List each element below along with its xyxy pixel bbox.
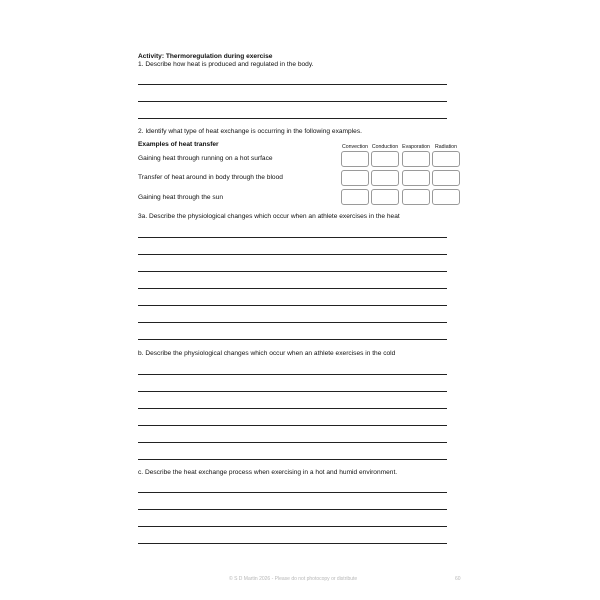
answer-line (138, 374, 447, 375)
answer-box-row3-convection[interactable] (341, 189, 369, 205)
answer-box-row3-radiation[interactable] (432, 189, 460, 205)
question-3b: b. Describe the physiological changes which occur when an athlete exercises in the cold (138, 350, 396, 357)
answer-line (138, 101, 447, 102)
table-row-label: Gaining heat through the sun (138, 194, 224, 201)
question-3c: c. Describe the heat exchange process when exercising in a hot and humid environment. (138, 469, 398, 476)
answer-box-row1-radiation[interactable] (432, 151, 460, 167)
column-header-conduction: Conduction (371, 144, 399, 150)
page-number: 60 (455, 576, 461, 582)
answer-line (138, 237, 447, 238)
column-header-radiation: Radiation (435, 144, 457, 150)
column-header-convection: Convection (342, 144, 368, 150)
answer-line (138, 543, 447, 544)
answer-line (138, 408, 447, 409)
footer-copyright: © S D Martin 2026 - Please do not photocopy or distribute (229, 576, 358, 582)
answer-box-row2-convection[interactable] (341, 170, 369, 186)
question-3a: 3a. Describe the physiological changes which occur when an athlete exercises in the heat (138, 213, 400, 220)
answer-line (138, 391, 447, 392)
answer-box-row1-convection[interactable] (341, 151, 369, 167)
answer-line (138, 118, 447, 119)
answer-line (138, 339, 447, 340)
answer-line (138, 442, 447, 443)
answer-box-row2-radiation[interactable] (432, 170, 460, 186)
answer-box-row2-evaporation[interactable] (402, 170, 430, 186)
answer-line (138, 305, 447, 306)
answer-box-row2-conduction[interactable] (371, 170, 399, 186)
column-header-evaporation: Evaporation (402, 144, 430, 150)
answer-line (138, 492, 447, 493)
answer-line (138, 254, 447, 255)
answer-line (138, 509, 447, 510)
table-row-label: Gaining heat through running on a hot surface (138, 155, 273, 162)
answer-box-row1-evaporation[interactable] (402, 151, 430, 167)
activity-title: Activity: Thermoregulation during exercise (138, 53, 273, 60)
answer-line (138, 84, 447, 85)
answer-box-row3-conduction[interactable] (371, 189, 399, 205)
answer-line (138, 271, 447, 272)
table-heading: Examples of heat transfer (138, 141, 219, 148)
answer-line (138, 459, 447, 460)
question-2: 2. Identify what type of heat exchange is occurring in the following examples. (138, 128, 362, 135)
table-row-label: Transfer of heat around in body through the blood (138, 174, 283, 181)
answer-line (138, 425, 447, 426)
answer-box-row3-evaporation[interactable] (402, 189, 430, 205)
answer-line (138, 288, 447, 289)
answer-line (138, 526, 447, 527)
answer-box-row1-conduction[interactable] (371, 151, 399, 167)
answer-line (138, 322, 447, 323)
question-1: 1. Describe how heat is produced and regulated in the body. (138, 61, 314, 68)
